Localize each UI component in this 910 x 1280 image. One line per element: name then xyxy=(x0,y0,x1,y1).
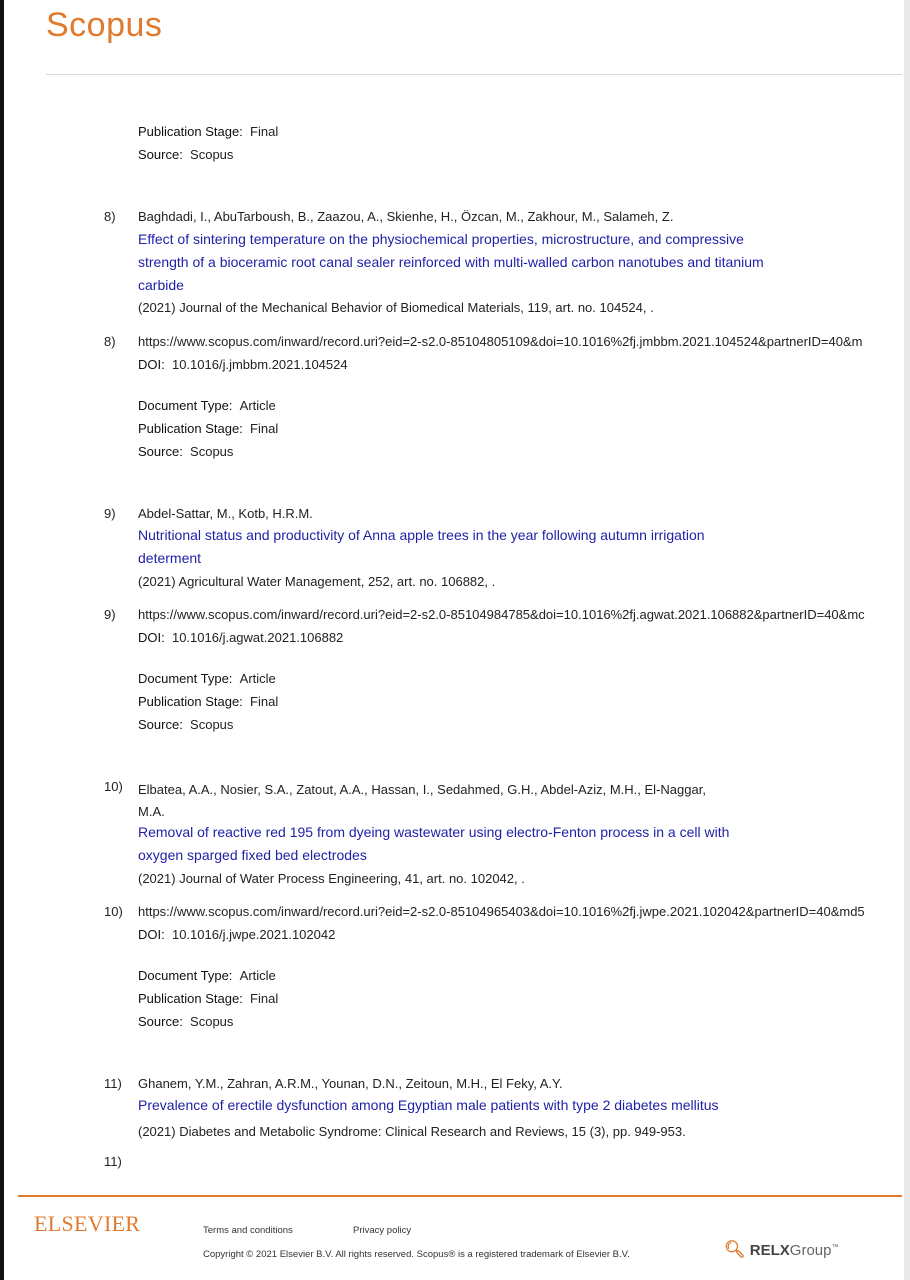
entry-title-link[interactable]: Effect of sintering temperature on the physiochemical properties, microstructure, and compressive strength of a bioceramic root canal sealer reinforced with multi-walled carbon nanotubes and titanium carbide xyxy=(138,231,764,293)
entry-title-link[interactable]: Nutritional status and productivity of Anna apple trees in the year following autumn irrigation determent xyxy=(138,527,705,566)
entry-doi-row: DOI: 10.1016/j.agwat.2021.106882 xyxy=(138,630,344,645)
entry-stage-row: Publication Stage: Final xyxy=(138,421,279,436)
entry-doi-row: DOI: 10.1016/j.jwpe.2021.102042 xyxy=(138,927,336,942)
entry-doi-row: DOI: 10.1016/j.jmbbm.2021.104524 xyxy=(138,357,348,372)
entry-citation: (2021) Journal of the Mechanical Behavior of Biomedical Materials, 119, art. no. 104524, . xyxy=(138,300,654,315)
entry-citation: (2021) Diabetes and Metabolic Syndrome: Clinical Research and Reviews, 15 (3), pp. 949-953. xyxy=(138,1124,686,1139)
entry-citation: (2021) Journal of Water Process Engineering, 41, art. no. 102042, . xyxy=(138,871,525,886)
elsevier-logo: ELSEVIER xyxy=(34,1211,141,1236)
fragment-stage-row: Publication Stage: Final xyxy=(138,124,279,139)
entry-url[interactable]: https://www.scopus.com/inward/record.uri?eid=2-s2.0-85104805109&doi=10.1016%2fj.jmbbm.2021.104524&partnerID=40&m xyxy=(138,334,863,349)
privacy-link[interactable]: Privacy policy xyxy=(353,1225,412,1236)
entry-doctype-row: Document Type: Article xyxy=(138,671,276,686)
entry-number: 11) xyxy=(104,1154,122,1169)
entry-url[interactable]: https://www.scopus.com/inward/record.uri?eid=2-s2.0-85104965403&doi=10.1016%2fj.jwpe.2021.102042&partnerID=40&md5 xyxy=(138,904,865,919)
entry-number: 9) xyxy=(104,607,116,622)
entry-source-row: Source: Scopus xyxy=(138,1014,234,1029)
entry-doctype-row: Document Type: Article xyxy=(138,398,276,413)
entry-authors: Ghanem, Y.M., Zahran, A.R.M., Younan, D.N., Zeitoun, M.H., El Feky, A.Y. xyxy=(138,1076,563,1091)
header-divider xyxy=(46,74,902,75)
entry-doctype-row: Document Type: Article xyxy=(138,968,276,983)
entry-number: 8) xyxy=(104,334,116,349)
entry-source-row: Source: Scopus xyxy=(138,717,234,732)
terms-link[interactable]: Terms and conditions xyxy=(203,1225,293,1236)
entry-url[interactable]: https://www.scopus.com/inward/record.uri?eid=2-s2.0-85104984785&doi=10.1016%2fj.agwat.2021.106882&partnerID=40&mc xyxy=(138,607,865,622)
entry-source-row: Source: Scopus xyxy=(138,444,234,459)
relx-logo: 🔍︎ RELXGroup™ xyxy=(724,1240,839,1259)
footer-divider xyxy=(18,1195,902,1197)
entry-number: 11) xyxy=(104,1076,122,1091)
copyright-text: Copyright © 2021 Elsevier B.V. All rights reserved. Scopus® is a registered trademark of Elsevier B.V. xyxy=(203,1249,630,1260)
entry-number: 10) xyxy=(104,779,123,794)
entry-stage-row: Publication Stage: Final xyxy=(138,991,279,1006)
relx-q-icon: 🔍︎ xyxy=(724,1240,746,1259)
right-edge xyxy=(904,0,910,1280)
entry-title-link[interactable]: Removal of reactive red 195 from dyeing wastewater using electro-Fenton process in a cell with oxygen sparged fixed bed electrodes xyxy=(138,824,730,863)
entry-authors: Elbatea, A.A., Nosier, S.A., Zatout, A.A., Hassan, I., Sedahmed, G.H., Abdel-Aziz, M.H., El-Naggar, M.A. xyxy=(138,782,706,819)
entry-number: 8) xyxy=(104,209,116,224)
entry-number: 10) xyxy=(104,904,123,919)
entry-authors: Abdel-Sattar, M., Kotb, H.R.M. xyxy=(138,506,313,521)
entry-authors: Baghdadi, I., AbuTarboush, B., Zaazou, A., Skienhe, H., Özcan, M., Zakhour, M., Salameh, Z. xyxy=(138,209,674,224)
entry-title-link[interactable]: Prevalence of erectile dysfunction among Egyptian male patients with type 2 diabetes mellitus xyxy=(138,1097,719,1113)
scopus-logo: Scopus xyxy=(46,6,163,44)
entry-citation: (2021) Agricultural Water Management, 252, art. no. 106882, . xyxy=(138,574,496,589)
fragment-source-row: Source: Scopus xyxy=(138,147,234,162)
left-border xyxy=(0,0,4,1280)
entry-number: 9) xyxy=(104,506,116,521)
entry-stage-row: Publication Stage: Final xyxy=(138,694,279,709)
